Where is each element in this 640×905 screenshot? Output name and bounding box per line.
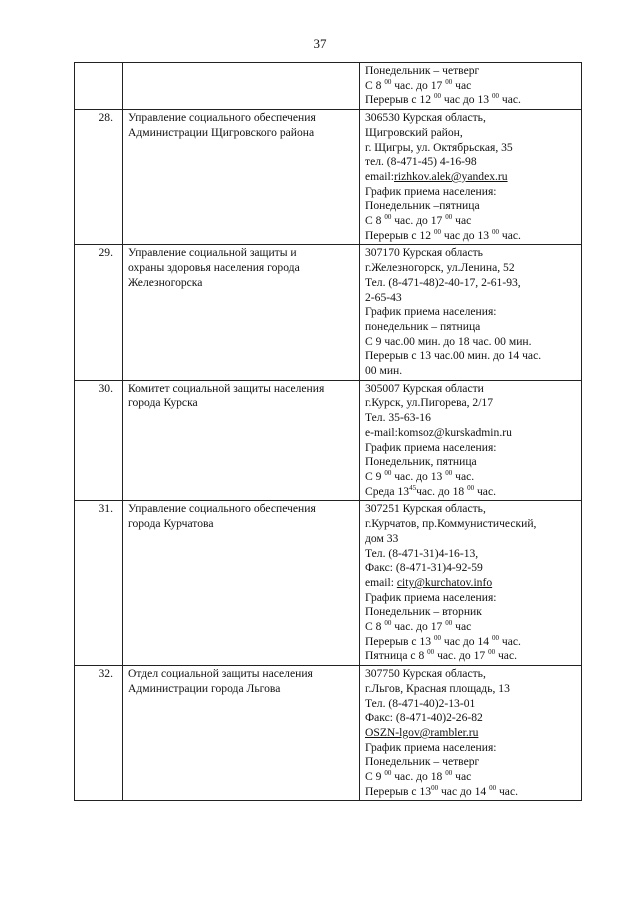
time-minutes-superscript: 00 <box>491 227 499 236</box>
info-text: час. до 18 <box>416 484 468 498</box>
info-text: Перерыв с 13 <box>365 634 434 648</box>
info-text: тел. (8-471-45) 4-16-98 <box>365 155 477 169</box>
time-minutes-superscript: 00 <box>384 213 392 222</box>
info-text: час. <box>498 634 521 648</box>
info-line <box>365 682 577 697</box>
time-minutes-superscript: 45 <box>409 483 417 492</box>
contact-and-schedule <box>360 380 582 501</box>
info-line <box>365 576 577 591</box>
info-line <box>365 64 577 79</box>
info-line <box>365 711 577 726</box>
institution-name <box>123 63 360 110</box>
info-text: Тел. (8-471-31)4-16-13, <box>365 546 479 560</box>
name-line: Железногорска <box>128 275 203 289</box>
info-line <box>365 185 577 200</box>
info-text: г.Железногорск, ул.Ленина, 52 <box>365 261 515 275</box>
info-text: час. до 13 <box>391 469 446 483</box>
time-minutes-superscript: 00 <box>445 619 453 628</box>
name-line: города Курска <box>128 396 198 410</box>
contact-and-schedule <box>360 501 582 666</box>
info-text: Перерыв с 12 <box>365 93 434 107</box>
info-text: С 8 <box>365 620 385 634</box>
info-text: email: <box>365 575 397 589</box>
name-line: Управление социальной защиты и <box>128 246 297 260</box>
info-text: Тел. 35-63-16 <box>365 411 431 425</box>
info-line <box>365 532 577 547</box>
time-minutes-superscript: 00 <box>433 92 441 101</box>
info-line <box>365 770 577 785</box>
info-text: С 8 <box>365 214 385 228</box>
info-text: 00 мин. <box>365 364 403 378</box>
time-minutes-superscript: 00 <box>445 213 453 222</box>
info-line <box>365 111 577 126</box>
name-line: Отдел социальной защиты населения <box>128 667 313 681</box>
info-line <box>365 335 577 350</box>
contact-and-schedule <box>360 245 582 380</box>
info-line <box>365 741 577 756</box>
info-text: час. <box>495 649 517 663</box>
info-text: дом 33 <box>365 531 399 545</box>
info-line <box>365 502 577 517</box>
contact-and-schedule <box>360 666 582 801</box>
info-line <box>365 605 577 620</box>
row-number: 32. <box>75 666 123 801</box>
info-text: Факс: (8-471-40)2-26-82 <box>365 711 483 725</box>
page-number: 37 <box>313 36 327 51</box>
info-line <box>365 635 577 650</box>
info-line <box>365 155 577 170</box>
info-line <box>365 785 577 800</box>
row-number: 30. <box>75 380 123 501</box>
info-text: час. <box>474 484 496 498</box>
info-line <box>365 199 577 214</box>
info-text: 305007 Курская области <box>365 381 484 395</box>
time-minutes-superscript: 00 <box>491 92 499 101</box>
info-text: С 9 <box>365 770 385 784</box>
info-line <box>365 261 577 276</box>
info-text: Понедельник – четверг <box>365 64 480 77</box>
time-minutes-superscript: 00 <box>384 769 392 778</box>
info-line <box>365 755 577 770</box>
info-text: час <box>452 78 472 92</box>
table-row <box>75 501 582 666</box>
info-text: Перерыв с 13 <box>365 784 432 798</box>
info-text: Понедельник – вторник <box>365 605 482 619</box>
info-line <box>365 649 577 664</box>
email-link: rizhkov.alek@yandex.ru <box>393 169 508 183</box>
info-text: понедельник – пятница <box>365 319 481 333</box>
info-text: Перерыв с 12 <box>365 228 434 242</box>
institutions-table <box>74 62 582 801</box>
info-line <box>365 276 577 291</box>
time-minutes-superscript: 00 <box>445 468 453 477</box>
info-line <box>365 170 577 185</box>
info-text: Тел. (8-471-48)2-40-17, 2-61-93, <box>365 275 521 289</box>
time-minutes-superscript: 00 <box>433 227 441 236</box>
info-text: График приема населения: <box>365 184 497 198</box>
info-line <box>365 620 577 635</box>
info-line <box>365 141 577 156</box>
name-line: Администрации города Льгова <box>128 681 281 695</box>
info-text: Понедельник –пятница <box>365 199 480 213</box>
info-line <box>365 349 577 364</box>
institution-name <box>123 666 360 801</box>
time-minutes-superscript: 00 <box>445 77 453 86</box>
info-text: e-mail:komsoz@kurskadmin.ru <box>365 425 512 439</box>
info-text: email: <box>365 169 394 183</box>
info-line <box>365 364 577 379</box>
email-link: OSZN-lgov@rambler.ru <box>365 725 479 739</box>
info-text: Щигровский район, <box>365 125 463 139</box>
info-line <box>365 411 577 426</box>
info-line <box>365 126 577 141</box>
contact-and-schedule <box>360 63 582 110</box>
table-row <box>75 245 582 380</box>
info-text: Понедельник – четверг <box>365 755 480 769</box>
info-line <box>365 485 577 500</box>
info-text: С 9 <box>365 469 385 483</box>
info-text: час до 14 <box>440 634 492 648</box>
info-text: 2-65-43 <box>365 290 402 304</box>
info-line <box>365 246 577 261</box>
table-row <box>75 63 582 110</box>
time-minutes-superscript: 00 <box>384 619 392 628</box>
name-line: Управление социального обеспечения <box>128 502 316 516</box>
table-row <box>75 380 582 501</box>
institution-name <box>123 110 360 245</box>
info-text: Среда 13 <box>365 484 410 498</box>
info-line <box>365 214 577 229</box>
info-line <box>365 441 577 456</box>
time-minutes-superscript: 00 <box>445 769 453 778</box>
row-number: 29. <box>75 245 123 380</box>
time-minutes-superscript: 00 <box>431 783 439 792</box>
info-text: час. до 17 <box>434 649 489 663</box>
time-minutes-superscript: 00 <box>488 648 496 657</box>
info-text: С 9 час.00 мин. до 18 час. 00 мин. <box>365 334 532 348</box>
info-text: С 8 <box>365 78 385 92</box>
info-line <box>365 561 577 576</box>
info-text: час <box>452 770 472 784</box>
info-line <box>365 229 577 244</box>
email-link: city@kurchatov.info <box>396 575 493 589</box>
time-minutes-superscript: 00 <box>384 468 392 477</box>
info-line <box>365 455 577 470</box>
name-line: Комитет социальной защиты населения <box>128 381 325 395</box>
info-text: График приема населения: <box>365 590 497 604</box>
info-text: 307251 Курская область, <box>365 502 486 516</box>
info-text: г. Щигры, ул. Октябрьская, 35 <box>365 140 513 154</box>
info-text: час <box>452 214 472 228</box>
info-text: час. до 17 <box>391 620 446 634</box>
info-text: График приема населения: <box>365 740 497 754</box>
info-line <box>365 396 577 411</box>
info-text: час до 13 <box>440 93 492 107</box>
name-line: охраны здоровья населения города <box>128 261 300 275</box>
info-text: График приема населения: <box>365 440 497 454</box>
info-text: час. до 17 <box>391 214 446 228</box>
time-minutes-superscript: 00 <box>491 633 499 642</box>
info-line <box>365 426 577 441</box>
info-text: час до 13 <box>440 228 492 242</box>
time-minutes-superscript: 00 <box>427 648 435 657</box>
info-text: Понедельник, пятница <box>365 455 477 469</box>
row-number <box>75 63 123 110</box>
row-number: 28. <box>75 110 123 245</box>
info-line <box>365 591 577 606</box>
table-row <box>75 666 582 801</box>
info-text: г.Льгов, Красная площадь, 13 <box>365 681 510 695</box>
info-line <box>365 517 577 532</box>
info-text: Факс: (8-471-31)4-92-59 <box>365 561 483 575</box>
info-text: Пятница с 8 <box>365 649 428 663</box>
contact-and-schedule <box>360 110 582 245</box>
info-text: час <box>452 620 472 634</box>
info-line <box>365 305 577 320</box>
table-row <box>75 110 582 245</box>
info-text: час. до 18 <box>391 770 446 784</box>
institution-name <box>123 501 360 666</box>
time-minutes-superscript: 00 <box>384 77 392 86</box>
info-line <box>365 470 577 485</box>
info-line <box>365 547 577 562</box>
info-line <box>365 93 577 108</box>
institution-name <box>123 380 360 501</box>
name-line: Управление социального обеспечения <box>128 111 316 125</box>
info-text: Перерыв с 13 час.00 мин. до 14 час. <box>365 349 542 363</box>
info-line <box>365 320 577 335</box>
info-line <box>365 697 577 712</box>
time-minutes-superscript: 00 <box>489 783 497 792</box>
info-line <box>365 291 577 306</box>
name-line: Администрации Щигровского района <box>128 125 315 139</box>
info-text: 307170 Курская область <box>365 246 483 260</box>
info-line <box>365 726 577 741</box>
institution-name <box>123 245 360 380</box>
name-line: города Курчатова <box>128 517 214 531</box>
info-line <box>365 382 577 397</box>
info-text: час до 14 <box>438 784 490 798</box>
info-text: час. до 17 <box>391 78 446 92</box>
info-line <box>365 667 577 682</box>
info-text: Тел. (8-471-40)2-13-01 <box>365 696 476 710</box>
info-line <box>365 79 577 94</box>
info-text: График приема населения: <box>365 305 497 319</box>
info-text: час. <box>452 469 475 483</box>
info-text: 306530 Курская область, <box>365 111 486 125</box>
info-text: час. <box>498 228 521 242</box>
info-text: г.Курск, ул.Пигорева, 2/17 <box>365 396 494 410</box>
info-text: час. <box>498 93 521 107</box>
time-minutes-superscript: 00 <box>433 633 441 642</box>
row-number: 31. <box>75 501 123 666</box>
info-text: г.Курчатов, пр.Коммунистический, <box>365 517 537 531</box>
info-text: час. <box>496 784 518 798</box>
info-text: 307750 Курская область, <box>365 667 486 681</box>
time-minutes-superscript: 00 <box>467 483 475 492</box>
